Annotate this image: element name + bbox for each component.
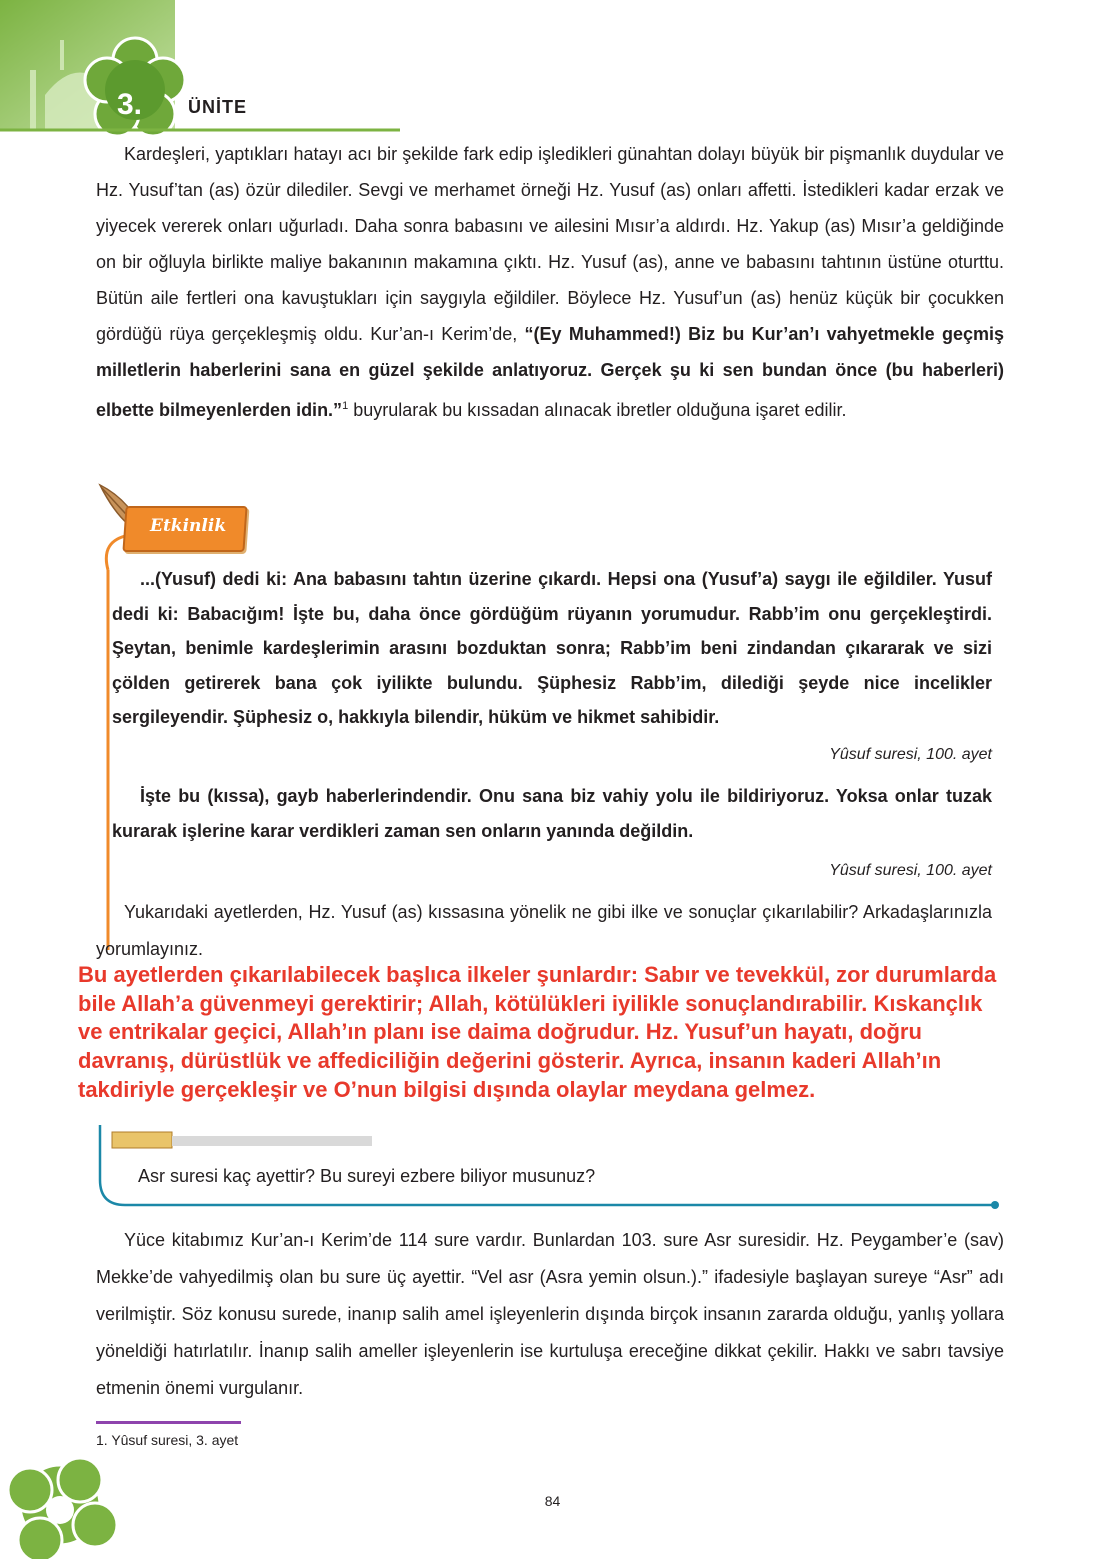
activity-question [96, 894, 992, 968]
footnote-divider [96, 1421, 241, 1424]
book-icon [112, 1132, 372, 1148]
intro-paragraph [96, 136, 1004, 428]
quoted-verse: “(Ey Muhammed!) Biz bu Kur’an’ı vahyetmekle geçmiş milletlerin haberlerini sana en güzel şekilde anlatıyoruz. Gerçek şu ki sen bundan önce (bu haberleri) elbette bilmeyenlerden idin.” [96, 324, 1004, 420]
asr-text: Yüce kitabımız Kur’an-ı Kerim’de 114 sure vardır. Bunlardan 103. sure Asr suresidir. Hz. Peygamber’e (sav) Mekke’de vahyedilmiş olan bu sure üç ayettir. “Vel asr (Asra yemin olsun.).” ifadesiyle başlayan sureye “Asr” adı verilmiştir. Söz konusu surede, inanıp salih amel işleyenlerin dışında birçok insanın zararda olduğu, yanlış yollara yöneldiği hatırlatılır. İnanıp salih ameller işleyenlerin ise kurtuluşa ereceğine dikkat çekilir. Hakkı ve sabrı tavsiye etmenin önemi vurgulanır. [96, 1230, 1004, 1398]
verse-2-source: Yûsuf suresi, 100. ayet [829, 862, 992, 879]
footnote-ref: 1 [342, 400, 349, 412]
activity-label: Etkinlik [150, 516, 227, 536]
paragraph-end: buyrularak bu kıssadan alınacak ibretler olduğuna işaret edilir. [348, 400, 847, 420]
answer-text: Bu ayetlerden çıkarılabilecek başlıca ilkeler şunlardır: Sabır ve tevekkül, zor durumlarda bile Allah’a güvenmeyi gerektirir; Allah, kötülükleri iyilikle sonuçlandırabilir. Kıskançlık ve entrikalar geçici, Allah’ın planı ise daima doğrudur. Hz. Yusuf’un hayatı, doğru davranış, dürüstlük ve affediciliğin değerini gösterir. Ayrıca, insanın kaderi Allah’ın takdiriyle gerçekleşir ve O’nun bilgisi dışında olaylar meydana gelmez. [78, 961, 1008, 1105]
asr-paragraph [96, 1222, 1004, 1407]
footnote: 1. Yûsuf suresi, 3. ayet [96, 1432, 239, 1448]
unit-label: ÜNİTE [188, 97, 247, 117]
paragraph-text: Kardeşleri, yaptıkları hatayı acı bir şekilde fark edip işledikleri günahtan dolayı büyük bir pişmanlık duydular ve Hz. Yusuf’tan (as) özür dilediler. Sevgi ve merhamet örneği Hz. Yusuf (as) onları affetti. İstedikleri kadar erzak ve yiyecek vererek onları uğurladı. Daha sonra babasını ve ailesini Mısır’a aldırdı. Hz. Yakup (as) Mısır’a geldiğinde on bir oğluyla birlikte maliye bakanının makamına çıktı. Hz. Yusuf (as), anne ve babasını tahtının üstüne oturttu. Bütün aile fertleri ona kavuştukları için saygıyla eğildiler. Böylece Hz. Yusuf’un (as) henüz küçük bir çocukken gördüğü rüya gerçekleşmiş oldu. Kur’an-ı Kerim’de, [96, 144, 1004, 344]
verse-1: ...(Yusuf) dedi ki: Ana babasını tahtın üzerine çıkardı. Hepsi ona (Yusuf’a) saygı ile eğildiler. Yusuf dedi ki: Babacığım! İşte bu, daha önce gördüğüm rüyanın yorumudur. Rabb’im onu gerçekleştirdi. Şeytan, benimle kardeşlerimin arasını bozduktan sonra; Rabb’im beni zindandan çıkararak ve sizi çölden getirerek bana çok iyilikte bulundu. Şüphesiz Rabb’im, dilediği şeyde nice incelikler sergileyendir. Şüphesiz o, hakkıyla bilendir, hüküm ve hikmet sahibidir. [112, 569, 992, 727]
unit-number: 3. [117, 88, 143, 121]
question-text: Yukarıdaki ayetlerden, Hz. Yusuf (as) kıssasına yönelik ne gibi ilke ve sonuçlar çıkarılabilir? Arkadaşlarınızla yorumlayınız. [96, 902, 992, 959]
verse-2: İşte bu (kıssa), gayb haberlerindendir. Onu sana biz vahiy yolu ile bildiriyoruz. Yoksa onlar tuzak kurarak işlerine karar verdikleri zaman sen onların yanında değildin. [112, 786, 992, 841]
prep-question: Asr suresi kaç ayettir? Bu sureyi ezbere biliyor musunuz? [138, 1166, 596, 1186]
page-number: 84 [544, 1493, 561, 1509]
verse-1-source: Yûsuf suresi, 100. ayet [829, 746, 992, 763]
